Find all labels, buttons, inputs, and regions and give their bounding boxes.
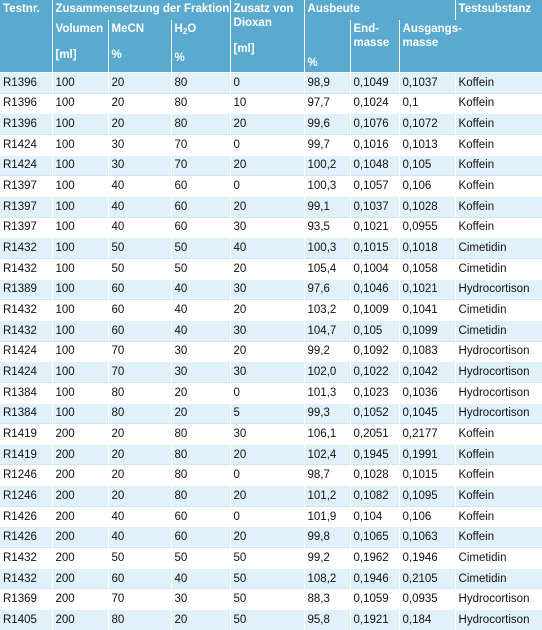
cell-endmasse: 0,1962	[350, 548, 399, 569]
cell-ausbeute-percent: 101,3	[304, 382, 350, 403]
cell-endmasse: 0,1945	[350, 444, 399, 465]
cell-ausgangsmasse: 0,1041	[399, 300, 455, 321]
cell-testnr: R1396	[0, 114, 52, 135]
cell-testnr: R1424	[0, 155, 52, 176]
cell-mecn: 60	[108, 568, 171, 589]
cell-volumen: 100	[52, 279, 108, 300]
cell-volumen: 100	[52, 114, 108, 135]
cell-h2o: 60	[171, 527, 230, 548]
cell-mecn: 40	[108, 506, 171, 527]
table-row	[0, 548, 542, 569]
cell-ausgangsmasse: 0,1063	[399, 527, 455, 548]
cell-dioxan: 0	[230, 465, 304, 486]
table-row	[0, 424, 542, 445]
cell-endmasse: 0,1049	[350, 73, 399, 94]
cell-mecn: 60	[108, 320, 171, 341]
table-row	[0, 93, 542, 114]
cell-ausgangsmasse: 0,106	[399, 176, 455, 197]
table-header	[0, 0, 542, 73]
cell-ausgangsmasse: 0,2177	[399, 424, 455, 445]
mecn-label: MeCN	[111, 23, 145, 35]
ausbeute-unit: %	[307, 57, 318, 69]
table-row	[0, 465, 542, 486]
cell-h2o: 40	[171, 568, 230, 589]
cell-h2o: 80	[171, 114, 230, 135]
table-row	[0, 610, 542, 630]
header-ausbeute-percent	[304, 20, 350, 73]
table-row	[0, 382, 542, 403]
cell-dioxan: 30	[230, 217, 304, 238]
cell-endmasse: 0,1016	[350, 134, 399, 155]
cell-testnr: R1419	[0, 424, 52, 445]
cell-testnr: R1397	[0, 176, 52, 197]
cell-volumen: 200	[52, 486, 108, 507]
cell-endmasse: 0,1921	[350, 610, 399, 630]
cell-ausbeute-percent: 106,1	[304, 424, 350, 445]
cell-testnr: R1246	[0, 465, 52, 486]
table-row	[0, 341, 542, 362]
cell-endmasse: 0,1065	[350, 527, 399, 548]
cell-testnr: R1384	[0, 403, 52, 424]
cell-mecn: 30	[108, 134, 171, 155]
cell-volumen: 100	[52, 382, 108, 403]
cell-testnr: R1424	[0, 341, 52, 362]
cell-endmasse: 0,2051	[350, 424, 399, 445]
cell-h2o: 60	[171, 196, 230, 217]
cell-h2o: 40	[171, 320, 230, 341]
cell-endmasse: 0,1021	[350, 217, 399, 238]
cell-ausbeute-percent: 93,5	[304, 217, 350, 238]
cell-mecn: 50	[108, 548, 171, 569]
header-zusammensetzung: Zusammensetzung der Fraktion	[52, 0, 230, 20]
cell-ausbeute-percent: 99,2	[304, 548, 350, 569]
cell-testnr: R1432	[0, 320, 52, 341]
cell-ausbeute-percent: 99,6	[304, 114, 350, 135]
cell-mecn: 20	[108, 73, 171, 94]
cell-volumen: 100	[52, 217, 108, 238]
cell-testsubstanz: Koffein	[455, 114, 542, 135]
cell-testsubstanz: Cimetidin	[455, 568, 542, 589]
table-row	[0, 155, 542, 176]
header-ausbeute: Ausbeute	[304, 0, 455, 20]
cell-ausbeute-percent: 98,9	[304, 73, 350, 94]
cell-ausbeute-percent: 101,9	[304, 506, 350, 527]
cell-ausgangsmasse: 0,184	[399, 610, 455, 630]
cell-testnr: R1426	[0, 527, 52, 548]
cell-dioxan: 30	[230, 362, 304, 383]
cell-endmasse: 0,1946	[350, 568, 399, 589]
cell-dioxan: 20	[230, 196, 304, 217]
cell-ausbeute-percent: 108,2	[304, 568, 350, 589]
header-zusatz-dioxan	[230, 0, 304, 73]
cell-h2o: 60	[171, 176, 230, 197]
cell-testsubstanz: Koffein	[455, 444, 542, 465]
cell-ausgangsmasse: 0,1028	[399, 196, 455, 217]
cell-volumen: 200	[52, 424, 108, 445]
cell-mecn: 80	[108, 382, 171, 403]
cell-testsubstanz: Koffein	[455, 217, 542, 238]
cell-dioxan: 50	[230, 589, 304, 610]
table-row	[0, 279, 542, 300]
cell-mecn: 40	[108, 217, 171, 238]
cell-ausgangsmasse: 0,1018	[399, 238, 455, 259]
cell-ausbeute-percent: 102,4	[304, 444, 350, 465]
cell-testnr: R1432	[0, 300, 52, 321]
table-row	[0, 589, 542, 610]
cell-ausgangsmasse: 0,1036	[399, 382, 455, 403]
cell-endmasse: 0,1046	[350, 279, 399, 300]
cell-mecn: 20	[108, 114, 171, 135]
cell-testsubstanz: Cimetidin	[455, 320, 542, 341]
cell-dioxan: 20	[230, 300, 304, 321]
cell-mecn: 20	[108, 424, 171, 445]
zusatz-label: Zusatz von Dioxan	[233, 3, 294, 29]
cell-volumen: 100	[52, 93, 108, 114]
cell-endmasse: 0,104	[350, 506, 399, 527]
cell-testnr: R1419	[0, 444, 52, 465]
cell-mecn: 20	[108, 465, 171, 486]
cell-mecn: 50	[108, 238, 171, 259]
cell-ausbeute-percent: 97,7	[304, 93, 350, 114]
cell-mecn: 80	[108, 610, 171, 630]
cell-dioxan: 0	[230, 382, 304, 403]
cell-testsubstanz: Koffein	[455, 155, 542, 176]
cell-volumen: 100	[52, 73, 108, 94]
cell-ausgangsmasse: 0,1	[399, 93, 455, 114]
cell-h2o: 70	[171, 134, 230, 155]
cell-testnr: R1426	[0, 506, 52, 527]
cell-volumen: 100	[52, 134, 108, 155]
cell-testnr: R1384	[0, 382, 52, 403]
dioxan-unit: [ml]	[233, 43, 255, 55]
cell-ausbeute-percent: 105,4	[304, 258, 350, 279]
cell-ausbeute-percent: 99,1	[304, 196, 350, 217]
cell-endmasse: 0,1023	[350, 382, 399, 403]
cell-h2o: 80	[171, 486, 230, 507]
cell-endmasse: 0,1022	[350, 362, 399, 383]
cell-testnr: R1369	[0, 589, 52, 610]
cell-endmasse: 0,1028	[350, 465, 399, 486]
cell-h2o: 20	[171, 610, 230, 630]
cell-testnr: R1396	[0, 73, 52, 94]
header-ausgangsmasse: Ausgangs-masse	[399, 20, 455, 73]
cell-h2o: 80	[171, 444, 230, 465]
cell-volumen: 100	[52, 176, 108, 197]
table-row	[0, 196, 542, 217]
cell-h2o: 80	[171, 73, 230, 94]
cell-testnr: R1432	[0, 568, 52, 589]
cell-testsubstanz: Koffein	[455, 527, 542, 548]
cell-ausbeute-percent: 98,7	[304, 465, 350, 486]
cell-testsubstanz: Koffein	[455, 465, 542, 486]
cell-dioxan: 40	[230, 238, 304, 259]
cell-ausgangsmasse: 0,1021	[399, 279, 455, 300]
cell-mecn: 30	[108, 155, 171, 176]
cell-testnr: R1432	[0, 238, 52, 259]
header-mecn	[108, 20, 171, 73]
cell-dioxan: 0	[230, 134, 304, 155]
cell-testnr: R1389	[0, 279, 52, 300]
header-testnr: Testnr.	[0, 0, 52, 73]
cell-ausgangsmasse: 0,106	[399, 506, 455, 527]
cell-ausbeute-percent: 88,3	[304, 589, 350, 610]
table-row	[0, 258, 542, 279]
cell-endmasse: 0,1015	[350, 238, 399, 259]
table-row	[0, 114, 542, 135]
cell-testsubstanz: Hydrocortison	[455, 589, 542, 610]
cell-mecn: 70	[108, 341, 171, 362]
cell-dioxan: 20	[230, 155, 304, 176]
table-row	[0, 403, 542, 424]
cell-testsubstanz: Koffein	[455, 424, 542, 445]
volumen-label: Volumen	[55, 23, 104, 35]
cell-testnr: R1246	[0, 486, 52, 507]
cell-volumen: 200	[52, 527, 108, 548]
cell-testsubstanz: Hydrocortison	[455, 382, 542, 403]
cell-volumen: 200	[52, 506, 108, 527]
cell-volumen: 200	[52, 548, 108, 569]
cell-ausgangsmasse: 0,1991	[399, 444, 455, 465]
cell-ausgangsmasse: 0,0935	[399, 589, 455, 610]
cell-volumen: 100	[52, 320, 108, 341]
cell-dioxan: 20	[230, 444, 304, 465]
table-row	[0, 320, 542, 341]
cell-endmasse: 0,1057	[350, 176, 399, 197]
cell-volumen: 100	[52, 362, 108, 383]
cell-volumen: 100	[52, 300, 108, 321]
cell-mecn: 40	[108, 527, 171, 548]
cell-mecn: 20	[108, 486, 171, 507]
cell-volumen: 100	[52, 196, 108, 217]
cell-endmasse: 0,1004	[350, 258, 399, 279]
cell-ausbeute-percent: 100,3	[304, 238, 350, 259]
cell-testnr: R1432	[0, 548, 52, 569]
cell-h2o: 50	[171, 238, 230, 259]
cell-h2o: 30	[171, 589, 230, 610]
mecn-unit: %	[111, 49, 122, 61]
cell-testsubstanz: Koffein	[455, 176, 542, 197]
cell-testsubstanz: Koffein	[455, 196, 542, 217]
cell-dioxan: 20	[230, 258, 304, 279]
cell-ausgangsmasse: 0,1037	[399, 73, 455, 94]
cell-mecn: 50	[108, 258, 171, 279]
table-row	[0, 444, 542, 465]
cell-testnr: R1397	[0, 217, 52, 238]
cell-testsubstanz: Cimetidin	[455, 300, 542, 321]
cell-testnr: R1424	[0, 134, 52, 155]
cell-volumen: 200	[52, 444, 108, 465]
cell-dioxan: 20	[230, 486, 304, 507]
cell-ausgangsmasse: 0,1946	[399, 548, 455, 569]
cell-testsubstanz: Hydrocortison	[455, 341, 542, 362]
cell-endmasse: 0,1037	[350, 196, 399, 217]
cell-testsubstanz: Cimetidin	[455, 548, 542, 569]
table-row	[0, 300, 542, 321]
cell-volumen: 200	[52, 589, 108, 610]
cell-volumen: 100	[52, 155, 108, 176]
cell-ausbeute-percent: 99,2	[304, 341, 350, 362]
cell-h2o: 80	[171, 93, 230, 114]
cell-mecn: 40	[108, 176, 171, 197]
cell-testsubstanz: Koffein	[455, 486, 542, 507]
cell-mecn: 20	[108, 444, 171, 465]
cell-ausgangsmasse: 0,1013	[399, 134, 455, 155]
table-row	[0, 134, 542, 155]
cell-h2o: 40	[171, 300, 230, 321]
cell-dioxan: 0	[230, 73, 304, 94]
table-row	[0, 568, 542, 589]
header-testsubstanz: Testsubstanz	[455, 0, 542, 73]
cell-ausbeute-percent: 99,3	[304, 403, 350, 424]
table-row	[0, 362, 542, 383]
cell-ausbeute-percent: 104,7	[304, 320, 350, 341]
cell-ausgangsmasse: 0,1058	[399, 258, 455, 279]
h2o-unit: %	[174, 52, 185, 64]
table-row	[0, 176, 542, 197]
cell-endmasse: 0,1076	[350, 114, 399, 135]
cell-ausgangsmasse: 0,1042	[399, 362, 455, 383]
cell-testsubstanz: Koffein	[455, 134, 542, 155]
header-h2o	[171, 20, 230, 73]
cell-dioxan: 30	[230, 279, 304, 300]
cell-dioxan: 10	[230, 93, 304, 114]
cell-testnr: R1397	[0, 196, 52, 217]
table-row	[0, 527, 542, 548]
cell-ausbeute-percent: 103,2	[304, 300, 350, 321]
cell-dioxan: 20	[230, 114, 304, 135]
cell-mecn: 70	[108, 589, 171, 610]
cell-mecn: 60	[108, 300, 171, 321]
table-row	[0, 217, 542, 238]
header-volumen	[52, 20, 108, 73]
cell-volumen: 100	[52, 258, 108, 279]
cell-volumen: 100	[52, 403, 108, 424]
h2o-label: H2O	[174, 23, 197, 36]
cell-testsubstanz: Koffein	[455, 506, 542, 527]
cell-ausgangsmasse: 0,1083	[399, 341, 455, 362]
cell-ausgangsmasse: 0,1015	[399, 465, 455, 486]
cell-testsubstanz: Hydrocortison	[455, 362, 542, 383]
cell-h2o: 30	[171, 362, 230, 383]
cell-dioxan: 20	[230, 341, 304, 362]
cell-mecn: 20	[108, 93, 171, 114]
cell-dioxan: 50	[230, 610, 304, 630]
cell-endmasse: 0,1082	[350, 486, 399, 507]
cell-ausgangsmasse: 0,105	[399, 155, 455, 176]
cell-endmasse: 0,1092	[350, 341, 399, 362]
cell-endmasse: 0,1059	[350, 589, 399, 610]
cell-h2o: 70	[171, 155, 230, 176]
cell-h2o: 80	[171, 424, 230, 445]
cell-ausbeute-percent: 100,3	[304, 176, 350, 197]
cell-dioxan: 0	[230, 176, 304, 197]
cell-testnr: R1424	[0, 362, 52, 383]
cell-endmasse: 0,1052	[350, 403, 399, 424]
cell-volumen: 200	[52, 610, 108, 630]
cell-dioxan: 30	[230, 320, 304, 341]
cell-mecn: 40	[108, 196, 171, 217]
cell-volumen: 200	[52, 465, 108, 486]
cell-dioxan: 50	[230, 568, 304, 589]
cell-endmasse: 0,1024	[350, 93, 399, 114]
table-row	[0, 238, 542, 259]
cell-h2o: 60	[171, 506, 230, 527]
cell-testsubstanz: Hydrocortison	[455, 610, 542, 630]
cell-ausgangsmasse: 0,1095	[399, 486, 455, 507]
volumen-unit: [ml]	[55, 49, 77, 61]
cell-endmasse: 0,105	[350, 320, 399, 341]
table-row	[0, 506, 542, 527]
cell-testnr: R1432	[0, 258, 52, 279]
table-body	[0, 73, 542, 630]
cell-volumen: 100	[52, 341, 108, 362]
cell-endmasse: 0,1048	[350, 155, 399, 176]
cell-ausbeute-percent: 95,8	[304, 610, 350, 630]
cell-ausbeute-percent: 101,2	[304, 486, 350, 507]
cell-dioxan: 50	[230, 548, 304, 569]
cell-testsubstanz: Hydrocortison	[455, 279, 542, 300]
cell-dioxan: 0	[230, 506, 304, 527]
cell-testsubstanz: Koffein	[455, 73, 542, 94]
cell-h2o: 60	[171, 217, 230, 238]
cell-ausgangsmasse: 0,0955	[399, 217, 455, 238]
cell-volumen: 100	[52, 238, 108, 259]
cell-ausbeute-percent: 99,8	[304, 527, 350, 548]
cell-testsubstanz: Cimetidin	[455, 238, 542, 259]
cell-h2o: 20	[171, 382, 230, 403]
cell-h2o: 50	[171, 548, 230, 569]
cell-dioxan: 30	[230, 424, 304, 445]
cell-ausbeute-percent: 99,7	[304, 134, 350, 155]
cell-h2o: 80	[171, 465, 230, 486]
cell-testsubstanz: Cimetidin	[455, 258, 542, 279]
cell-dioxan: 20	[230, 527, 304, 548]
cell-testnr: R1405	[0, 610, 52, 630]
table-row	[0, 73, 542, 94]
cell-ausbeute-percent: 97,6	[304, 279, 350, 300]
header-endmasse: End-masse	[350, 20, 399, 73]
cell-h2o: 40	[171, 279, 230, 300]
cell-ausgangsmasse: 0,1045	[399, 403, 455, 424]
cell-ausgangsmasse: 0,1099	[399, 320, 455, 341]
cell-ausbeute-percent: 102,0	[304, 362, 350, 383]
cell-mecn: 80	[108, 403, 171, 424]
cell-volumen: 200	[52, 568, 108, 589]
cell-ausgangsmasse: 0,2105	[399, 568, 455, 589]
cell-testnr: R1396	[0, 93, 52, 114]
table-row	[0, 486, 542, 507]
cell-h2o: 20	[171, 403, 230, 424]
cell-ausgangsmasse: 0,1072	[399, 114, 455, 135]
cell-h2o: 50	[171, 258, 230, 279]
cell-dioxan: 5	[230, 403, 304, 424]
cell-testsubstanz: Hydrocortison	[455, 403, 542, 424]
cell-mecn: 70	[108, 362, 171, 383]
cell-endmasse: 0,1009	[350, 300, 399, 321]
cell-ausbeute-percent: 100,2	[304, 155, 350, 176]
cell-mecn: 60	[108, 279, 171, 300]
cell-h2o: 30	[171, 341, 230, 362]
cell-testsubstanz: Koffein	[455, 93, 542, 114]
